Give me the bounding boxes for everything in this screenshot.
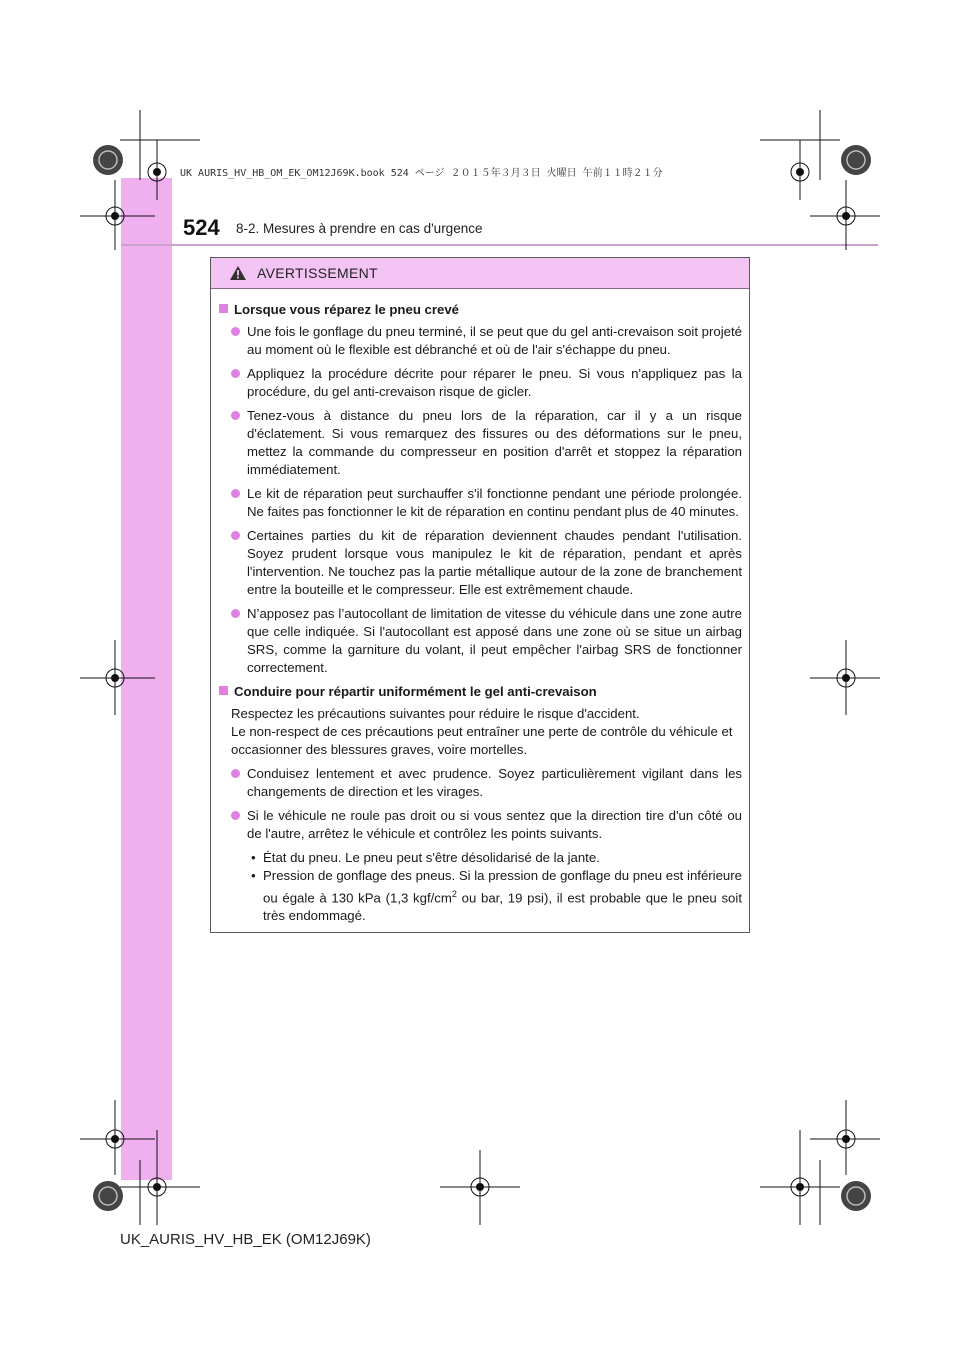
page-number: 524 <box>183 215 220 240</box>
section-title: 8-2. Mesures à prendre en cas d'urgence <box>236 221 483 236</box>
list-item: Une fois le gonflage du pneu terminé, il se peut que du gel anti-crevaison soit projeté au moment où le flexible est débranché et où de l'air s'échappe du pneu. <box>231 323 742 359</box>
list-item: N’apposez pas l’autocollant de limitation de vitesse du véhicule dans une zone autre que celle indiquée. Si l'autocollant est apposé dans une zone où se situe un airbag SRS, comme la garniture du volant, il peut empêcher l'airbag SRS de fonctionner correctement. <box>231 605 742 677</box>
small-dot-icon: • <box>251 868 256 883</box>
list-item: Conduisez lentement et avec prudence. Soyez particulièrement vigilant dans les changements de direction et les virages. <box>231 765 742 801</box>
warning-title: AVERTISSEMENT <box>257 265 378 281</box>
small-dot-icon: • <box>251 850 256 865</box>
section-heading: Lorsque vous réparez le pneu crevé <box>219 301 742 319</box>
footer-code: UK_AURIS_HV_HB_EK (OM12J69K) <box>120 1231 371 1248</box>
sub-list-item: • État du pneu. Le pneu peut s'être désolidarisé de la jante. <box>251 850 600 865</box>
list-item: Si le véhicule ne roule pas droit ou si vous sentez que la direction tire d'un côté ou de l'autre, arrêtez le véhicule et contrôlez les points suivants. <box>231 807 742 843</box>
print-slug: UK AURIS_HV_HB_OM_EK_OM12J69K.book 524 ページ ２０１５年３月３日 火曜日 午前１１時２１分 <box>180 168 663 179</box>
section-heading: Conduire pour répartir uniformément le gel anti-crevaison <box>219 683 742 701</box>
paragraph: Respectez les précautions suivantes pour réduire le risque d'accident. Le non-respect de ces précautions peut entraîner une perte de contrôle du véhicule et occasionner des blessures graves, voire mortelles. <box>231 706 733 757</box>
list-item: Tenez-vous à distance du pneu lors de la réparation, car il y a un risque d'éclatement. Si vous remarquez des fissures ou des déformations sur le pneu, mettez la commande du compresseur en position d'arrêt et stoppez la réparation immédiatement. <box>231 407 742 479</box>
list-item: Appliquez la procédure décrite pour réparer le pneu. Si vous n'appliquez pas la procédure, du gel anti-crevaison risque de gicler. <box>231 365 742 401</box>
sub-list-item: • Pression de gonflage des pneus. Si la pression de gonflage du pneu est inférieure ou égale à 130 kPa (1,3 kgf/$cm^2$ ou bar, 19 psi), il est probable que le pneu soit très endommagé. <box>251 868 742 924</box>
list-item: Certaines parties du kit de réparation deviennent chaudes pendant l'utilisation. Soyez prudent lorsque vous manipulez le kit de réparation, pendant et après l'intervention. Ne touchez pas la partie métallique autour de la zone de branchement entre la bouteille et le compresseur. Elle est extrêmement chaude. <box>231 527 742 599</box>
list-item: Le kit de réparation peut surchauffer s'il fonctionne pendant une période prolongée. Ne faites pas fonctionner le kit de réparation en continu pendant plus de 40 minutes. <box>231 485 742 521</box>
